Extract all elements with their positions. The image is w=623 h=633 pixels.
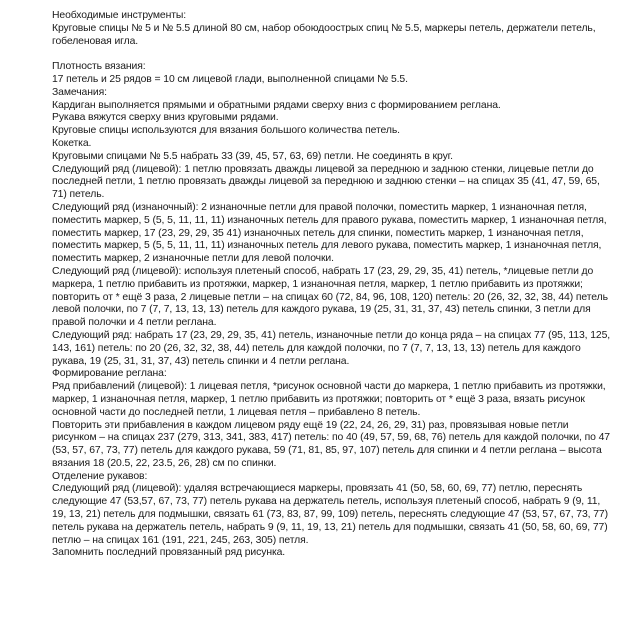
raglan-increase-row: Ряд прибавлений (лицевой): 1 лицевая петля, *рисунок основной части до маркера, 1 петлю прибавить из протяжки, маркер, 1 изнаночная петля, маркер, 1 петлю прибавить из протяжки; повторить от * ещё 3 раза, вязать рисунок основной части до последней петли, 1 лицевая петля – прибавлено 8 петель. xyxy=(52,381,606,418)
tools-heading: Необходимые инструменты: xyxy=(52,10,187,21)
yoke-row-2: Следующий ряд (изнаночный): 2 изнаночные петли для правой полочки, поместить маркер, 1 изнаночная петля, поместить маркер, 5 (5, 5, 11, 11, 11) изнаночных петель для правого рукава, поместить маркер, 1 изнаночная петля, поместить маркер, 17 (23, 29, 29, 35 41) изнаночных петель для спинки, поместить маркер, 1 изнаночная петля, поместить маркер, 5 (5, 5, 11, 11, 11) изнаночных петель для левого рукава, поместить маркер, 1 изнаночная петля, поместить маркер, 2 изнаночные петли для левой полочки. xyxy=(52,201,607,265)
yoke-heading: Кокетка. xyxy=(52,137,92,149)
note-2: Рукава вяжутся сверху вниз круговыми рядами. xyxy=(52,112,279,124)
remember-note: Запомнить последний провязанный ряд рисунка. xyxy=(52,547,286,559)
yoke-row-1: Следующий ряд (лицевой): 1 петлю провязать дважды лицевой за переднюю и заднюю стенки, лицевые петли до последней петли, 1 петлю провязать дважды лицевой за переднюю и заднюю стенки – на спицах 35 (41, 47, 59, 65, 71) петель. xyxy=(52,163,600,201)
gauge-text: 17 петель и 25 рядов = 10 см лицевой глади, выполненной спицами № 5.5. xyxy=(52,73,408,85)
spacer xyxy=(52,48,611,61)
tools-text: Круговые спицы № 5 и № 5.5 длиной 80 см, набор обоюдоострых спиц № 5.5, маркеры петель, держатели петель, гобеленовая игла. xyxy=(52,22,596,47)
yoke-row-3: Следующий ряд (лицевой): используя плетеный способ, набрать 17 (23, 29, 29, 35, 41) петель, *лицевые петли до маркера, 1 петлю прибавить из протяжки, маркер, 1 изнаночная петля, маркер, 1 петлю прибавить из протяжки; повторить от * ещё 3 раза, 2 лицевые петли – на спицах 60 (72, 84, 96, 108, 120) петель: 20 (26, 32, 32, 38, 44) петель левой полочки, по 7 (7, 7, 13, 13, 13) петель для каждого рукава, 19 (25, 31, 31, 37, 43) петель спинки, 3 петли для правой полочки и 4 петли реглана. xyxy=(52,265,608,329)
sleeves-row: Следующий ряд (лицевой): удаляя встречающиеся маркеры, провязать 41 (50, 58, 60, 69, 77) петлю, переснять следующие 47 (53,57, 67, 73, 77) петель рукава на держатель петель, используя плетеный способ, набрать 9 (9, 11, 19, 13, 21) петель для подмышки, связать 61 (73, 83, 87, 99, 109) петель, переснять следующие 47 (53, 57, 67, 73, 77) петель рукава на держатель петель, набрать 9 (9, 11, 19, 13, 21) петель для подмышки, связать 41 (50, 58, 60, 69, 77) петлю – на спицах 161 (191, 221, 245, 263, 305) петля. xyxy=(52,483,608,546)
note-3: Круговые спицы используются для вязания большого количества петель. xyxy=(52,125,400,137)
yoke-cast-on: Круговыми спицами № 5.5 набрать 33 (39, 45, 57, 63, 69) петли. Не соединять в круг. xyxy=(52,150,453,162)
gauge-heading: Плотность вязания: xyxy=(52,61,146,73)
raglan-repeat: Повторить эти прибавления в каждом лицевом ряду ещё 19 (22, 24, 26, 29, 31) раз, провязывая новые петли рисунком – на спицах 237 (279, 313, 341, 383, 417) петель: по 40 (49, 57, 59, 68, 76) петель для каждой полочки, по 47 (53, 57, 67, 73, 77) петель для каждого рукава, 59 (71, 81, 85, 97, 107) петель для спинки и 4 петли реглана – высота вязания 18 (20.5, 22, 23.5, 26, 28) см по спинки. xyxy=(52,419,610,469)
note-1: Кардиган выполняется прямыми и обратными рядами сверху вниз с формированием реглана. xyxy=(52,99,501,111)
notes-heading: Замечания: xyxy=(52,86,107,98)
yoke-row-4: Следующий ряд: набрать 17 (23, 29, 29, 35, 41) петель, изнаночные петли до конца ряда – на спицах 77 (95, 113, 125, 143, 161) петель: по 20 (26, 32, 32, 38, 44) петель для каждой полочки, по 7 (7, 7, 13, 13, 13) петель для каждого рукава, 19 (25, 31, 31, 37, 43) петель спинки и 4 петли реглана. xyxy=(52,329,611,367)
raglan-heading: Формирование реглана: xyxy=(52,368,167,380)
sleeves-heading: Отделение рукавов: xyxy=(52,470,148,482)
